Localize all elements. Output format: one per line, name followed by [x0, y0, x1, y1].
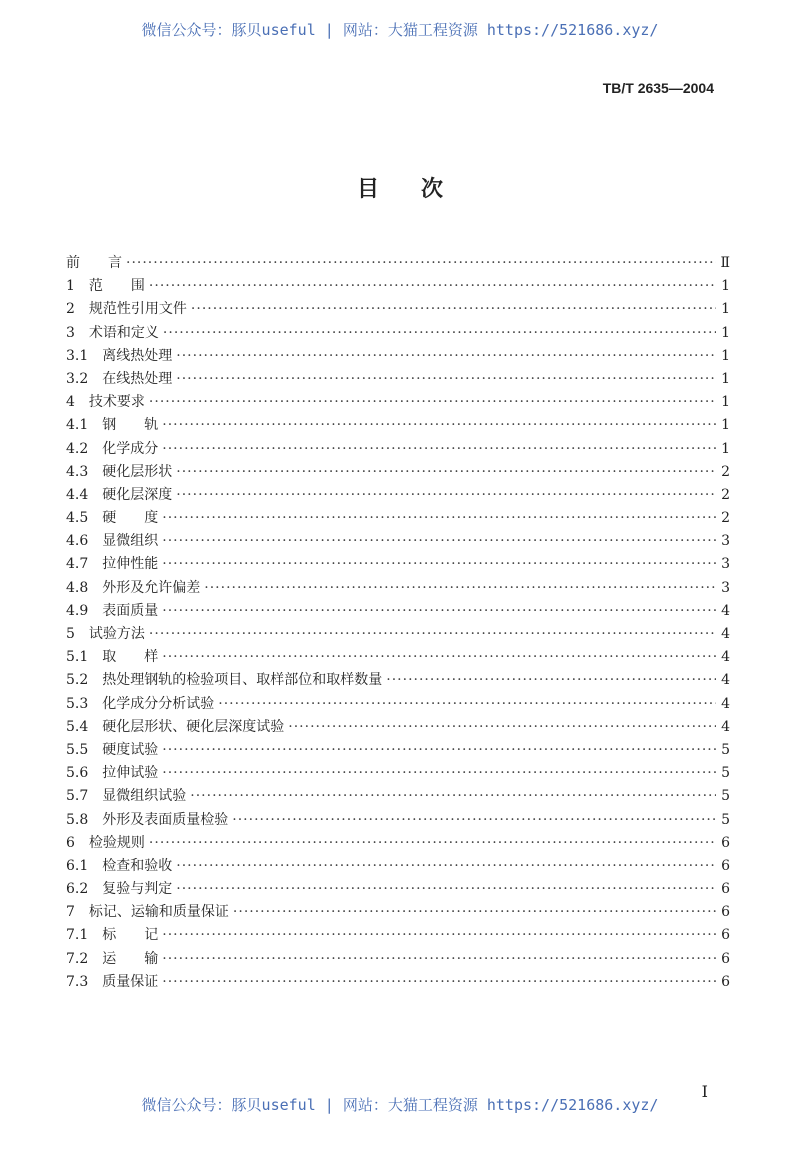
toc-label: 复验与判定	[102, 881, 173, 898]
dot-leader	[126, 255, 716, 271]
toc-label: 外形及表面质量检验	[102, 811, 229, 828]
toc-entry[interactable]	[66, 553, 730, 576]
dot-leader	[149, 835, 716, 851]
toc-number: 7.3	[66, 973, 89, 990]
dot-leader	[204, 580, 716, 596]
toc-number: 5.5	[66, 741, 89, 758]
toc-entry[interactable]	[66, 484, 730, 507]
toc-label: 拉伸试验	[102, 765, 159, 782]
dot-leader	[232, 812, 716, 828]
toc-entry[interactable]	[66, 948, 730, 971]
toc-number: 7	[66, 904, 75, 921]
toc-page: 1	[721, 370, 730, 387]
dot-leader	[386, 672, 716, 688]
toc-entry[interactable]	[66, 275, 730, 298]
toc-number: 6.2	[66, 881, 89, 898]
toc-label: 检验规则	[88, 834, 145, 851]
watermark-top: 微信公众号：豚贝useful | 网站：大猫工程资源 https://521686.xyz/	[141, 21, 659, 39]
dot-leader	[176, 487, 716, 503]
toc-page: 6	[721, 973, 730, 990]
dot-leader	[176, 371, 716, 387]
toc-number: 5	[66, 626, 75, 642]
toc-entry[interactable]	[66, 252, 730, 275]
toc-page: 4	[721, 672, 730, 689]
toc-entry[interactable]	[66, 716, 730, 739]
toc-number: 7.2	[66, 950, 89, 967]
toc-number: 3.2	[66, 370, 89, 387]
toc-page: 4	[721, 649, 730, 666]
toc-page: 1	[721, 417, 730, 434]
toc-entry[interactable]	[66, 391, 730, 414]
dot-leader	[233, 904, 716, 920]
toc-number: 5.4	[66, 718, 89, 735]
toc-label: 运 输	[102, 950, 159, 967]
toc-page: 3	[721, 533, 730, 550]
toc-entry[interactable]	[66, 530, 730, 553]
toc-label: 标 记	[102, 927, 159, 944]
toc-page: 5	[721, 741, 730, 758]
toc-entry[interactable]	[66, 322, 730, 345]
toc-number: 4.1	[66, 417, 89, 434]
toc-entry[interactable]	[66, 438, 730, 461]
toc-number: 4.5	[66, 510, 89, 527]
toc-page: 6	[721, 834, 730, 851]
toc-number: 4.7	[66, 556, 89, 573]
toc-entry[interactable]	[66, 461, 730, 484]
toc-page: 4	[721, 626, 730, 642]
toc-entry[interactable]	[66, 809, 730, 832]
toc-page: 4	[721, 695, 730, 712]
toc-page: 6	[721, 950, 730, 967]
toc-page: 5	[721, 811, 730, 828]
dot-leader	[176, 858, 716, 874]
toc-entry[interactable]	[66, 600, 730, 623]
dot-leader	[163, 325, 716, 341]
toc-page: 3	[721, 579, 730, 596]
toc-label: 硬度试验	[102, 741, 159, 758]
toc-label: 化学成分	[102, 440, 159, 457]
toc-page: 1	[721, 324, 730, 341]
page-title: 目次	[356, 176, 485, 202]
toc-entry[interactable]	[66, 971, 730, 994]
toc-entry[interactable]	[66, 298, 730, 321]
toc-entry[interactable]	[66, 669, 730, 692]
toc-label: 外形及允许偏差	[102, 579, 201, 596]
toc-entry[interactable]	[66, 693, 730, 716]
toc-label: 硬 度	[102, 510, 159, 527]
toc-number: 5.2	[66, 672, 89, 689]
toc-page: 2	[721, 463, 730, 480]
table-of-contents	[66, 252, 730, 994]
dot-leader	[162, 974, 716, 990]
toc-label: 标记、运输和质量保证	[88, 904, 229, 921]
toc-label: 拉伸性能	[102, 556, 159, 573]
dot-leader	[288, 719, 716, 735]
toc-label: 显微组织试验	[102, 788, 187, 805]
toc-label: 质量保证	[102, 973, 159, 990]
toc-number: 5.7	[66, 788, 89, 805]
toc-number: 2	[66, 301, 75, 318]
toc-page: 4	[721, 602, 730, 619]
dot-leader	[162, 510, 716, 526]
toc-number: 1	[66, 278, 75, 295]
toc-page: 6	[721, 857, 730, 874]
toc-entry[interactable]	[66, 646, 730, 669]
toc-label: 显微组织	[102, 533, 159, 550]
toc-entry[interactable]	[66, 855, 730, 878]
toc-page: 1	[721, 440, 730, 457]
toc-page: 1	[721, 347, 730, 364]
dot-leader	[162, 441, 716, 457]
toc-number: 5.3	[66, 695, 89, 712]
toc-number: 6	[66, 834, 75, 851]
toc-label: 硬化层形状	[102, 463, 173, 480]
toc-label: 表面质量	[102, 602, 159, 619]
toc-number: 4.2	[66, 440, 89, 457]
toc-entry[interactable]	[66, 762, 730, 785]
toc-label: 试验方法	[88, 626, 145, 642]
toc-entry[interactable]	[66, 878, 730, 901]
watermark-bottom: 微信公众号：豚贝useful | 网站：大猫工程资源 https://521686.xyz/	[141, 1096, 659, 1114]
toc-entry[interactable]	[66, 785, 730, 808]
toc-label: 前 言	[66, 255, 122, 271]
toc-number: 4.6	[66, 533, 89, 550]
toc-label: 检查和验收	[102, 857, 173, 874]
toc-number: 5.6	[66, 765, 89, 782]
toc-page: 2	[721, 510, 730, 527]
dot-leader	[162, 603, 716, 619]
toc-number: 4	[66, 394, 75, 411]
toc-page: 5	[721, 788, 730, 805]
dot-leader	[176, 464, 716, 480]
toc-number: 5.8	[66, 811, 89, 828]
dot-leader	[162, 649, 716, 665]
toc-number: 6.1	[66, 857, 89, 874]
dot-leader	[162, 951, 716, 967]
dot-leader	[149, 626, 716, 642]
toc-entry[interactable]	[66, 832, 730, 855]
toc-page: 5	[721, 765, 730, 782]
toc-label: 钢 轨	[102, 417, 159, 434]
toc-label: 硬化层深度	[102, 486, 173, 503]
page-number: I	[701, 1082, 708, 1101]
toc-label: 热处理钢轨的检验项目、取样部位和取样数量	[102, 672, 383, 689]
dot-leader	[176, 348, 716, 364]
toc-entry[interactable]	[66, 577, 730, 600]
dot-leader	[149, 394, 716, 410]
dot-leader	[218, 696, 716, 712]
toc-page: 6	[721, 881, 730, 898]
toc-number: 4.8	[66, 579, 89, 596]
toc-number: 7.1	[66, 927, 89, 944]
dot-leader	[162, 556, 716, 572]
toc-label: 术语和定义	[88, 324, 159, 341]
toc-number: 3.1	[66, 347, 89, 364]
toc-page: 1	[721, 301, 730, 318]
toc-label: 硬化层形状、硬化层深度试验	[102, 718, 285, 735]
dot-leader	[176, 881, 716, 897]
toc-label: 取 样	[102, 649, 159, 666]
dot-leader	[162, 533, 716, 549]
dot-leader	[191, 301, 716, 317]
toc-page: 4	[721, 718, 730, 735]
toc-label: 范 围	[88, 278, 145, 295]
toc-entry[interactable]	[66, 901, 730, 924]
toc-page: Ⅱ	[720, 255, 730, 271]
toc-page: 6	[721, 904, 730, 921]
dot-leader	[162, 417, 716, 433]
toc-entry[interactable]	[66, 345, 730, 368]
dot-leader	[162, 765, 716, 781]
toc-entry[interactable]	[66, 507, 730, 530]
toc-number: 4.4	[66, 486, 89, 503]
toc-label: 技术要求	[88, 394, 145, 411]
toc-entry[interactable]	[66, 924, 730, 947]
standard-code: TB/T 2635—2004	[602, 80, 714, 96]
toc-page: 3	[721, 556, 730, 573]
dot-leader	[162, 742, 716, 758]
toc-page: 2	[721, 486, 730, 503]
dot-leader	[190, 788, 716, 804]
toc-number: 5.1	[66, 649, 89, 666]
toc-number: 4.9	[66, 602, 89, 619]
toc-number: 3	[66, 324, 75, 341]
toc-page: 6	[721, 927, 730, 944]
toc-label: 化学成分分析试验	[102, 695, 215, 712]
toc-label: 离线热处理	[102, 347, 173, 364]
toc-page: 1	[721, 278, 730, 295]
dot-leader	[162, 927, 716, 943]
toc-entry[interactable]	[66, 368, 730, 391]
toc-entry[interactable]	[66, 414, 730, 437]
toc-entry[interactable]	[66, 739, 730, 762]
toc-label: 在线热处理	[102, 370, 173, 387]
dot-leader	[149, 278, 716, 294]
toc-page: 1	[721, 394, 730, 411]
toc-label: 规范性引用文件	[88, 301, 187, 318]
toc-number: 4.3	[66, 463, 89, 480]
toc-entry[interactable]	[66, 623, 730, 646]
